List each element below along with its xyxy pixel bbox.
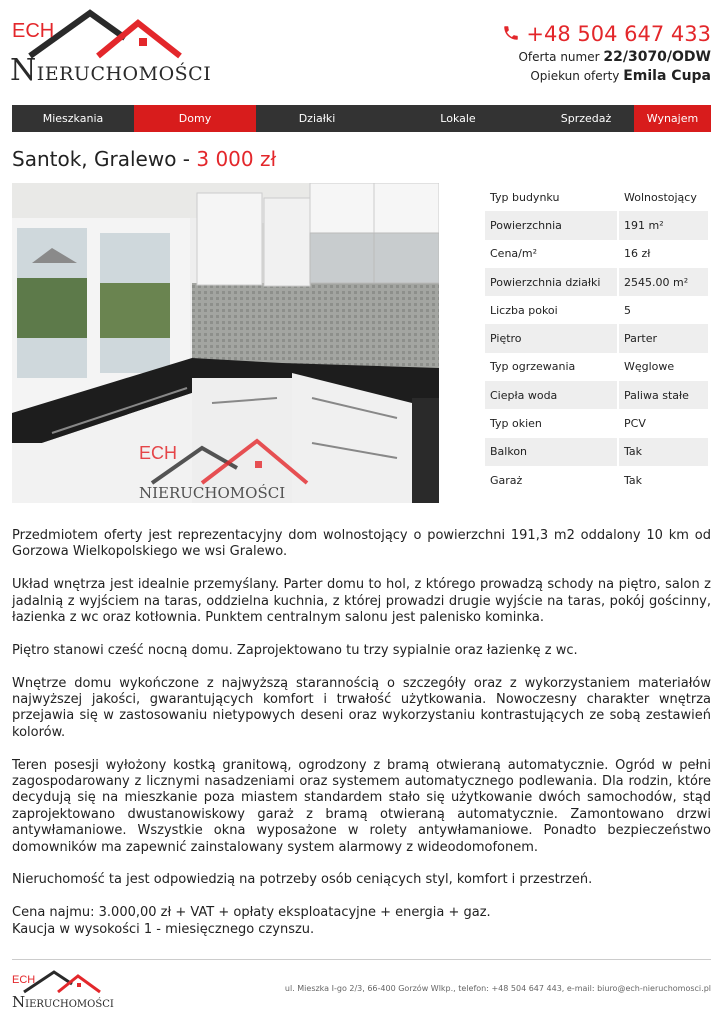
logo-name-text: NIERUCHOMOŚCI bbox=[10, 53, 212, 88]
svg-text:NIERUCHOMOŚCI: NIERUCHOMOŚCI bbox=[139, 484, 286, 502]
main-navigation bbox=[12, 105, 711, 132]
property-row bbox=[485, 438, 708, 466]
footer-logo-ech: ECH bbox=[12, 974, 36, 986]
agent-name: Emila Cupa bbox=[623, 68, 711, 84]
property-value: 2545.00 m² bbox=[617, 268, 708, 296]
property-label: Garaż bbox=[490, 473, 523, 487]
property-value: Tak bbox=[617, 438, 708, 466]
listing-price: 3 000 zł bbox=[196, 147, 277, 171]
nav-item-dzialki[interactable]: Działki bbox=[298, 112, 336, 125]
property-label: Balkon bbox=[490, 445, 528, 459]
phone-icon bbox=[502, 24, 520, 42]
property-value: Parter bbox=[617, 324, 708, 352]
property-value: 191 m² bbox=[617, 211, 708, 239]
property-value: Wolnostojący bbox=[617, 183, 708, 211]
property-details-table bbox=[485, 183, 708, 494]
property-row bbox=[485, 353, 708, 381]
property-label: Powierzchnia bbox=[490, 218, 562, 232]
logo-ech-text: ECH bbox=[12, 20, 55, 42]
property-value: Tak bbox=[617, 466, 708, 494]
footer-divider bbox=[12, 959, 711, 960]
offer-number: 22/3070/ODW bbox=[603, 49, 711, 65]
nav-item-domy[interactable]: Domy bbox=[134, 105, 256, 132]
phone-number[interactable]: +48 504 647 433 bbox=[502, 20, 711, 48]
property-row bbox=[485, 183, 708, 211]
page-header bbox=[0, 0, 724, 100]
description-paragraph: Nieruchomość ta jest odpowiedzią na potrzeby osób ceniących styl, komfort i przestrzeń. bbox=[12, 872, 593, 888]
property-value: Węglowe bbox=[617, 353, 708, 381]
property-value: Paliwa stałe bbox=[617, 381, 708, 409]
nav-item-lokale[interactable]: Lokale bbox=[440, 112, 476, 125]
property-row bbox=[485, 240, 708, 268]
property-row bbox=[485, 211, 708, 239]
property-row bbox=[485, 466, 708, 494]
property-label: Typ okien bbox=[490, 417, 542, 431]
kitchen-photo-image bbox=[12, 183, 439, 503]
property-label: Typ budynku bbox=[490, 190, 560, 204]
description-paragraph: Cena najmu: 3.000,00 zł + VAT + opłaty eksploatacyjne + energia + gaz. Kaucja w wysokości 1 - miesięcznego czynszu. bbox=[12, 905, 491, 937]
description-paragraph: Układ wnętrza jest idealnie przemyślany. Parter domu to hol, z którego prowadzą schody na piętro, salon z jadalnią z wyjściem na taras, oddzielna kuchnia, z której prowadzi drugie wyjście na taras, pokój gościnny, łazienka z wc oraz kotłownia. Punktem centralnym salonu jest palenisko kominka. bbox=[12, 577, 711, 626]
property-row bbox=[485, 381, 708, 409]
property-row bbox=[485, 296, 708, 324]
listing-description bbox=[12, 528, 711, 954]
property-value: 5 bbox=[617, 296, 708, 324]
description-paragraph: Teren posesji wyłożony kostką granitową, ogrodzony z bramą otwieraną automatycznie. Ogród w pełni zagospodarowany z licznymi nasadzeniami oraz systemem automatycznego podlewania. Dla rodzin, które decydują się na mieszkanie poza miastem standardem stało się użytkowanie dwóch samochodów, stąd zaprojektowano dwustanowiskowy garaż z bramą otwieraną automatycznie. Zamontowano drzwi antywłamaniowe. Wszystkie okna wyposażone w rolety antywłamaniowe. Ponadto bezpieczeństwo domowników ma zapewnić zainstalowany system alarmowy z wideodomofonem. bbox=[12, 757, 711, 855]
property-label: Liczba pokoi bbox=[490, 303, 558, 317]
footer-logo[interactable] bbox=[12, 968, 114, 1011]
listing-title: Santok, Gralewo - 3 000 zł bbox=[12, 147, 277, 171]
property-row bbox=[485, 324, 708, 352]
nav-item-sprzedaz[interactable]: Sprzedaż bbox=[560, 112, 612, 125]
agent-line: Opiekun oferty Emila Cupa bbox=[530, 68, 711, 84]
property-label: Piętro bbox=[490, 332, 522, 346]
contact-block bbox=[502, 20, 711, 86]
svg-text:ECH: ECH bbox=[139, 443, 178, 463]
property-value: 16 zł bbox=[617, 240, 708, 268]
property-value: PCV bbox=[617, 409, 708, 437]
footer-logo-name: NIERUCHOMOŚCI bbox=[12, 993, 114, 1011]
property-label: Powierzchnia działki bbox=[490, 275, 601, 289]
offer-number-line: Oferta numer 22/3070/ODW bbox=[518, 49, 711, 65]
property-label: Ciepła woda bbox=[490, 388, 558, 402]
property-label: Cena/m² bbox=[490, 247, 537, 261]
description-paragraph: Przedmiotem oferty jest reprezentacyjny dom wolnostojący o powierzchni 191,3 m2 oddalony 10 km od Gorzowa Wielkopolskiego we wsi Gralewo. bbox=[12, 528, 711, 560]
property-row bbox=[485, 409, 708, 437]
nav-item-mieszkania[interactable]: Mieszkania bbox=[42, 112, 104, 125]
description-paragraph: Piętro stanowi cześć nocną domu. Zaprojektowano tu trzy sypialnie oraz łazienkę z wc. bbox=[12, 642, 578, 658]
footer-address: ul. Mieszka I-go 2/3, 66-400 Gorzów Wlkp., telefon: +48 504 647 443, e-mail: biuro@ech-nieruchomosci.pl bbox=[284, 984, 711, 993]
nav-item-wynajem[interactable]: Wynajem bbox=[634, 105, 711, 132]
description-paragraph: Wnętrze domu wykończone z najwyższą starannością o szczegóły oraz z wykorzystaniem materiałów najwyższej jakości, gwarantujących komfort i trwałość użytkowania. Nowoczesny charakter wnętrza przejawia się w zastosowaniu nietypowych deseni oraz wykorzystaniu kontrastujących ze sobą zestawień kolorów. bbox=[12, 675, 711, 740]
property-label: Typ ogrzewania bbox=[490, 360, 576, 374]
company-logo[interactable] bbox=[10, 8, 212, 88]
property-row bbox=[485, 268, 708, 296]
listing-photo[interactable] bbox=[12, 183, 439, 503]
